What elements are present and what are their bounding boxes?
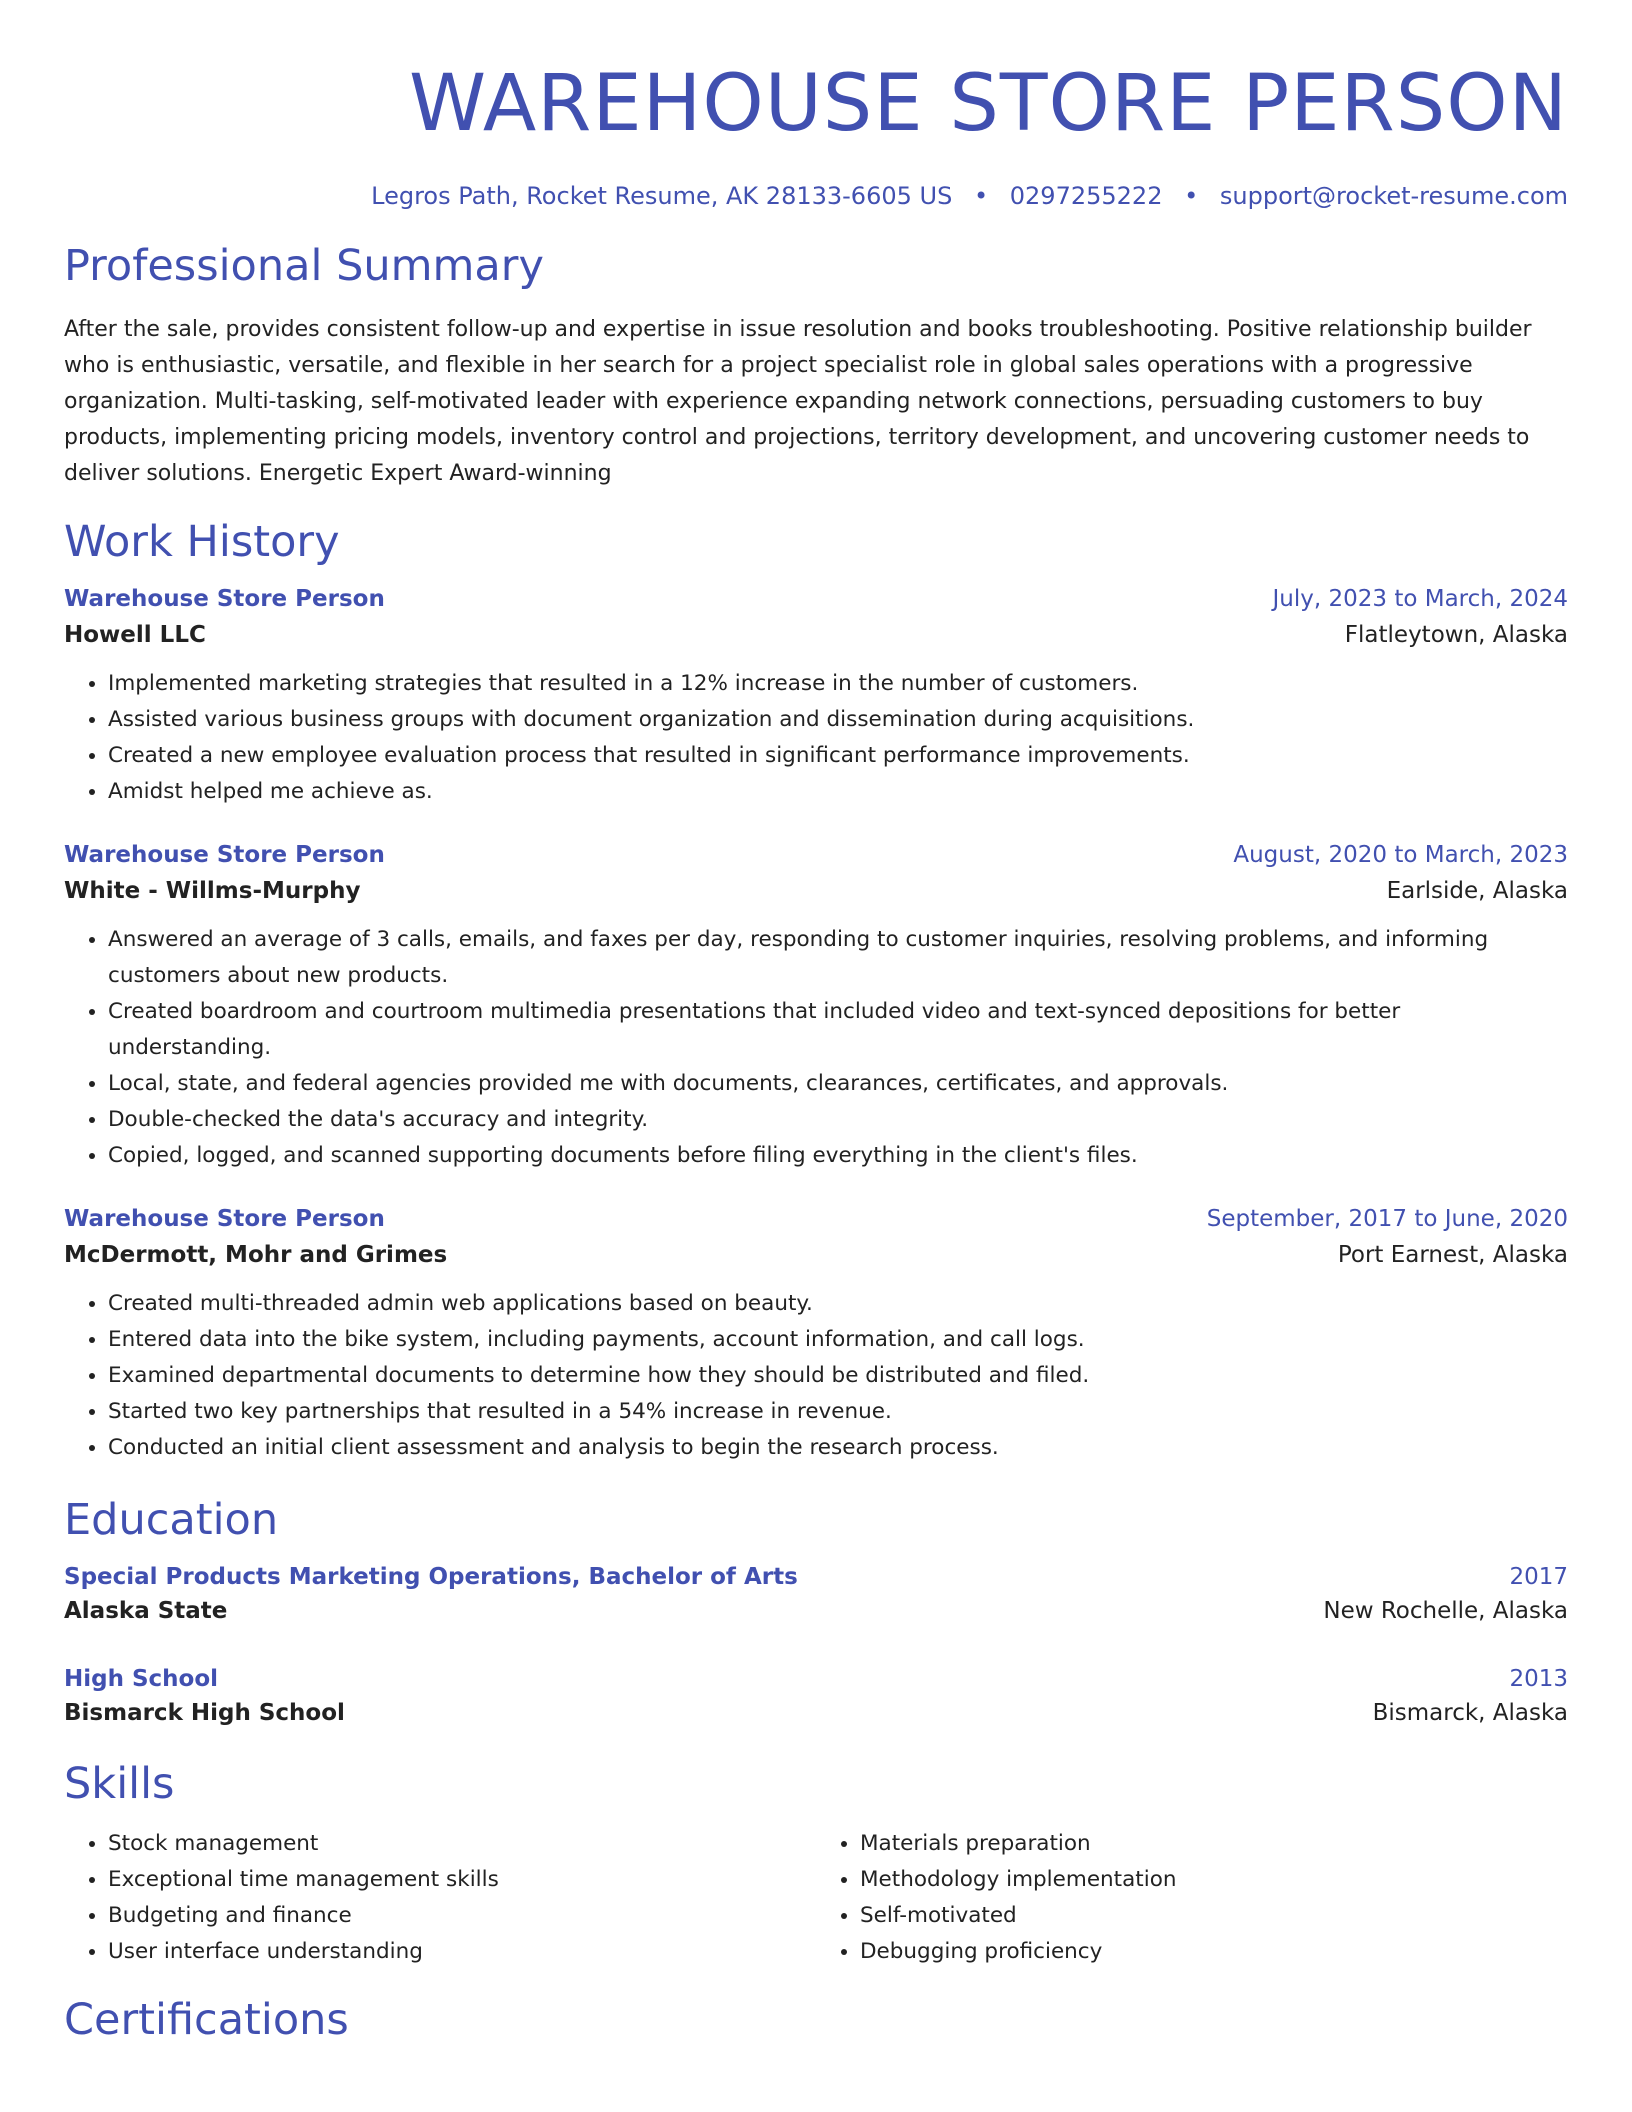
company-name: Howell LLC (64, 622, 206, 648)
certifications-heading: Certifications (64, 1995, 349, 2045)
job-title: Warehouse Store Person (64, 586, 385, 612)
job-bullet: • Answered an average of 3 calls, emails, and faxes per day, responding to customer inquiries, resolving problems, and informing customers about new products. (108, 922, 1568, 994)
job-bullet: • Double-checked the data's accuracy and integrity. (108, 1102, 1568, 1138)
job-title: Warehouse Store Person (64, 1206, 385, 1232)
job-bullets (64, 922, 1568, 1174)
contact-line (64, 180, 1568, 212)
skill-item: • Self-motivated (860, 1898, 1568, 1934)
job-bullet: • Assisted various business groups with document organization and dissemination during acquisitions. (108, 702, 1568, 738)
summary-text: After the sale, provides consistent follow-up and expertise in issue resolution and books troubleshooting. Positive relationship builder who is enthusiastic, versatile, and flexible in her search for a project specialist role in global sales operations with a progressive organization. Multi-tasking, self-motivated leader with experience expanding network connections, persuading customers to buy products, implementing pricing models, inventory control and projections, territory development, and uncovering customer needs to deliver solutions. Energetic Expert Award-winning (64, 317, 1532, 486)
contact-email: support@rocket-resume.com (1219, 182, 1568, 210)
job-bullet: • Created multi-threaded admin web applications based on beauty. (108, 1286, 1568, 1322)
job-dates: July, 2023 to March, 2024 (1272, 586, 1568, 612)
education-entry (64, 1664, 1568, 1730)
education-heading: Education (64, 1495, 279, 1545)
job-bullet: • Implemented marketing strategies that resulted in a 12% increase in the number of customers. (108, 666, 1568, 702)
job-dates: August, 2020 to March, 2023 (1233, 842, 1568, 868)
skill-item: • Methodology implementation (860, 1862, 1568, 1898)
job-bullets (64, 1286, 1568, 1466)
skills-heading: Skills (64, 1759, 175, 1809)
school-name: Alaska State (64, 1598, 228, 1624)
skills-list (64, 1826, 1568, 1970)
summary-heading: Professional Summary (64, 241, 544, 291)
school-location: New Rochelle, Alaska (1323, 1598, 1568, 1624)
job-title: Warehouse Store Person (64, 842, 385, 868)
job-bullet: • Created a new employee evaluation process that resulted in significant performance improvements. (108, 738, 1568, 774)
job-bullet: • Created boardroom and courtroom multimedia presentations that included video and text-synced depositions for better understanding. (108, 994, 1568, 1066)
job-location: Port Earnest, Alaska (1337, 1242, 1568, 1268)
job-bullet: • Started two key partnerships that resulted in a 54% increase in revenue. (108, 1394, 1568, 1430)
skill-item: • Stock management (108, 1826, 816, 1862)
skill-item: • Materials preparation (860, 1826, 1568, 1862)
job-location: Earlside, Alaska (1386, 878, 1568, 904)
skill-item: • User interface understanding (108, 1934, 816, 1970)
contact-separator: • (1184, 182, 1199, 210)
school-name: Bismarck High School (64, 1700, 345, 1726)
job-bullet: • Copied, logged, and scanned supporting documents before filing everything in the client's files. (108, 1138, 1568, 1174)
skills-column-right (816, 1826, 1568, 1970)
degree-title: Special Products Marketing Operations, Bachelor of Arts (64, 1564, 798, 1590)
job-entry (64, 584, 1568, 810)
education-entry (64, 1562, 1568, 1628)
skill-item: • Debugging proficiency (860, 1934, 1568, 1970)
school-location: Bismarck, Alaska (1372, 1700, 1568, 1726)
company-name: McDermott, Mohr and Grimes (64, 1242, 448, 1268)
work-history-heading: Work History (64, 517, 340, 567)
skills-column-left (64, 1826, 816, 1970)
job-bullet: • Examined departmental documents to determine how they should be distributed and filed. (108, 1358, 1568, 1394)
job-dates: September, 2017 to June, 2020 (1206, 1206, 1568, 1232)
skill-item: • Exceptional time management skills (108, 1862, 816, 1898)
job-entry (64, 1204, 1568, 1466)
company-name: White - Willms-Murphy (64, 878, 361, 904)
job-bullet: • Conducted an initial client assessment and analysis to begin the research process. (108, 1430, 1568, 1466)
degree-title: High School (64, 1666, 219, 1692)
contact-separator: • (973, 182, 989, 210)
skill-item: • Budgeting and finance (108, 1898, 816, 1934)
contact-address: Legros Path, Rocket Resume, AK 28133-6605 US (371, 182, 953, 210)
job-bullet: • Entered data into the bike system, including payments, account information, and call logs. (108, 1322, 1568, 1358)
job-entry (64, 840, 1568, 1174)
candidate-name: WAREHOUSE STORE PERSON (408, 59, 1568, 149)
job-bullet: • Amidst helped me achieve as. (108, 774, 1568, 810)
job-bullets (64, 666, 1568, 810)
education-year: 2017 (1509, 1564, 1568, 1590)
resume-page (64, 0, 1568, 2048)
job-location: Flatleytown, Alaska (1344, 622, 1568, 648)
contact-phone: 0297255222 (1009, 182, 1163, 210)
job-bullet: • Local, state, and federal agencies provided me with documents, clearances, certificates, and approvals. (108, 1066, 1568, 1102)
education-year: 2013 (1509, 1666, 1568, 1692)
